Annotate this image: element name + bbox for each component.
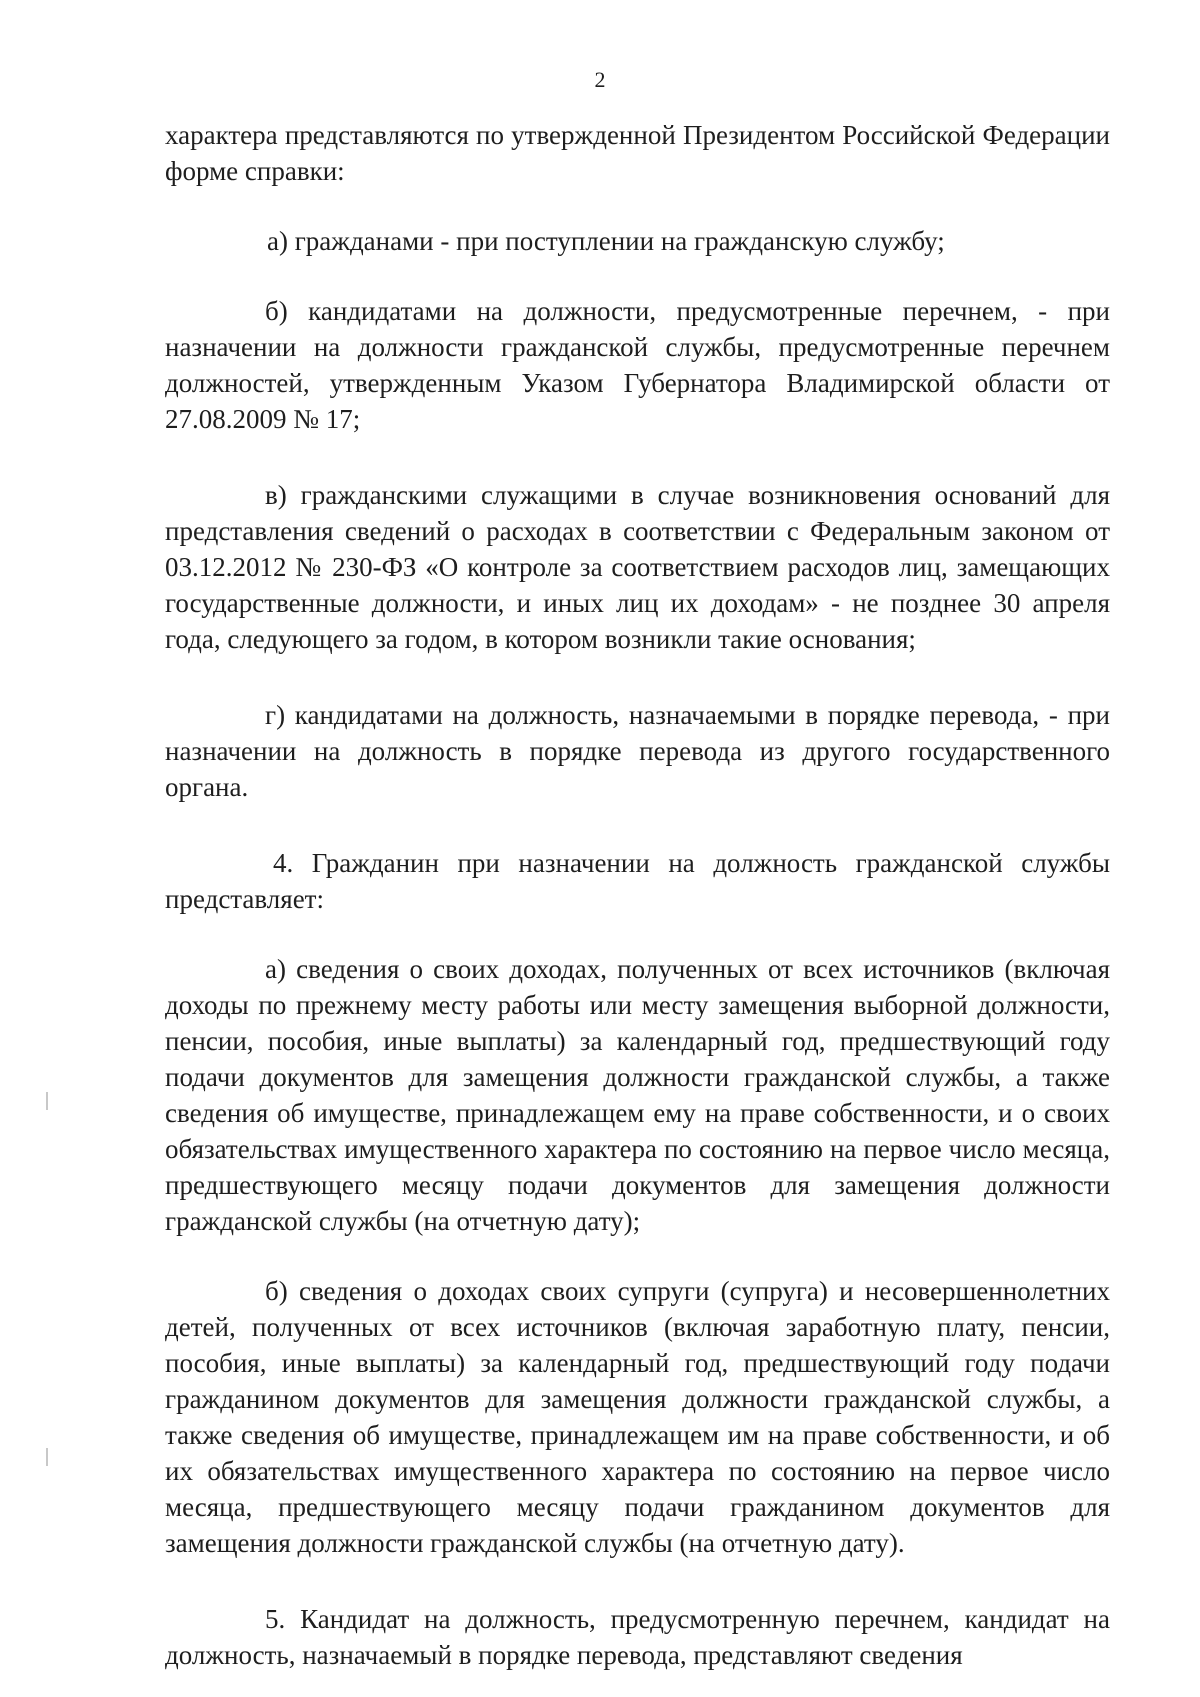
paragraph-section-4: 4. Гражданин при назначении на должность гражданской службы представляет: (165, 848, 1110, 914)
paragraph-item-v-civil-servants: в) гражданскими служащими в случае возникновения оснований для представления сведений о расходах в соответствии с Федеральным законом от 03.12.2012 № 230-ФЗ «О контроле за соответствием расходов лиц, замещающих государственные должности, и иных лиц их доходам» - не позднее 30 апреля года, следующего за годом, в котором возникли такие основания; (165, 480, 1110, 654)
paragraph-section-5: 5. Кандидат на должность, предусмотренную перечнем, кандидат на должность, назначаемый в порядке перевода, представляют сведения (165, 1604, 1110, 1670)
paragraph-item-a-citizens: а) гражданами - при поступлении на гражданскую службу; (267, 226, 945, 256)
paragraph-section-4-item-b: б) сведения о доходах своих супруги (супруга) и несовершеннолетних детей, полученных от всех источников (включая заработную плату, пенсии, пособия, иные выплаты) за календарный год, предшествующий году подачи гражданином документов для замещения должности гражданской службы, а также сведения об имуществе, принадлежащем им на праве собственности, и об их обязательствах имущественного характера по состоянию на первое число месяца, предшествующего месяцу подачи гражданином документов для замещения должности гражданской службы (на отчетную дату). (165, 1276, 1110, 1558)
paragraph-item-g-transfer: г) кандидатами на должность, назначаемыми в порядке перевода, - при назначении на должность в порядке перевода из другого государственного органа. (165, 700, 1110, 802)
paragraph-continuation: характера представляются по утвержденной Президентом Российской Федерации форме справки: (165, 120, 1110, 186)
paragraph-section-4-item-a: а) сведения о своих доходах, полученных от всех источников (включая доходы по прежнему месту работы или месту замещения выборной должности, пенсии, пособия, иные выплаты) за календарный год, предшествующий году подачи документов для замещения должности гражданской службы, а также сведения об имуществе, принадлежащем ему на праве собственности, и о своих обязательствах имущественного характера по состоянию на первое число месяца, предшествующего месяцу подачи документов для замещения должности гражданской службы (на отчетную дату); (165, 954, 1110, 1236)
paragraph-item-b-candidates: б) кандидатами на должности, предусмотренные перечнем, - при назначении на должности гражданской службы, предусмотренные перечнем должностей, утвержденным Указом Губернатора Владимирской области от 27.08.2009 № 17; (165, 296, 1110, 434)
document-body (165, 117, 1110, 1673)
scan-margin-mark (46, 1448, 48, 1466)
scan-margin-mark (46, 1092, 48, 1110)
page-number: 2 (594, 67, 606, 92)
